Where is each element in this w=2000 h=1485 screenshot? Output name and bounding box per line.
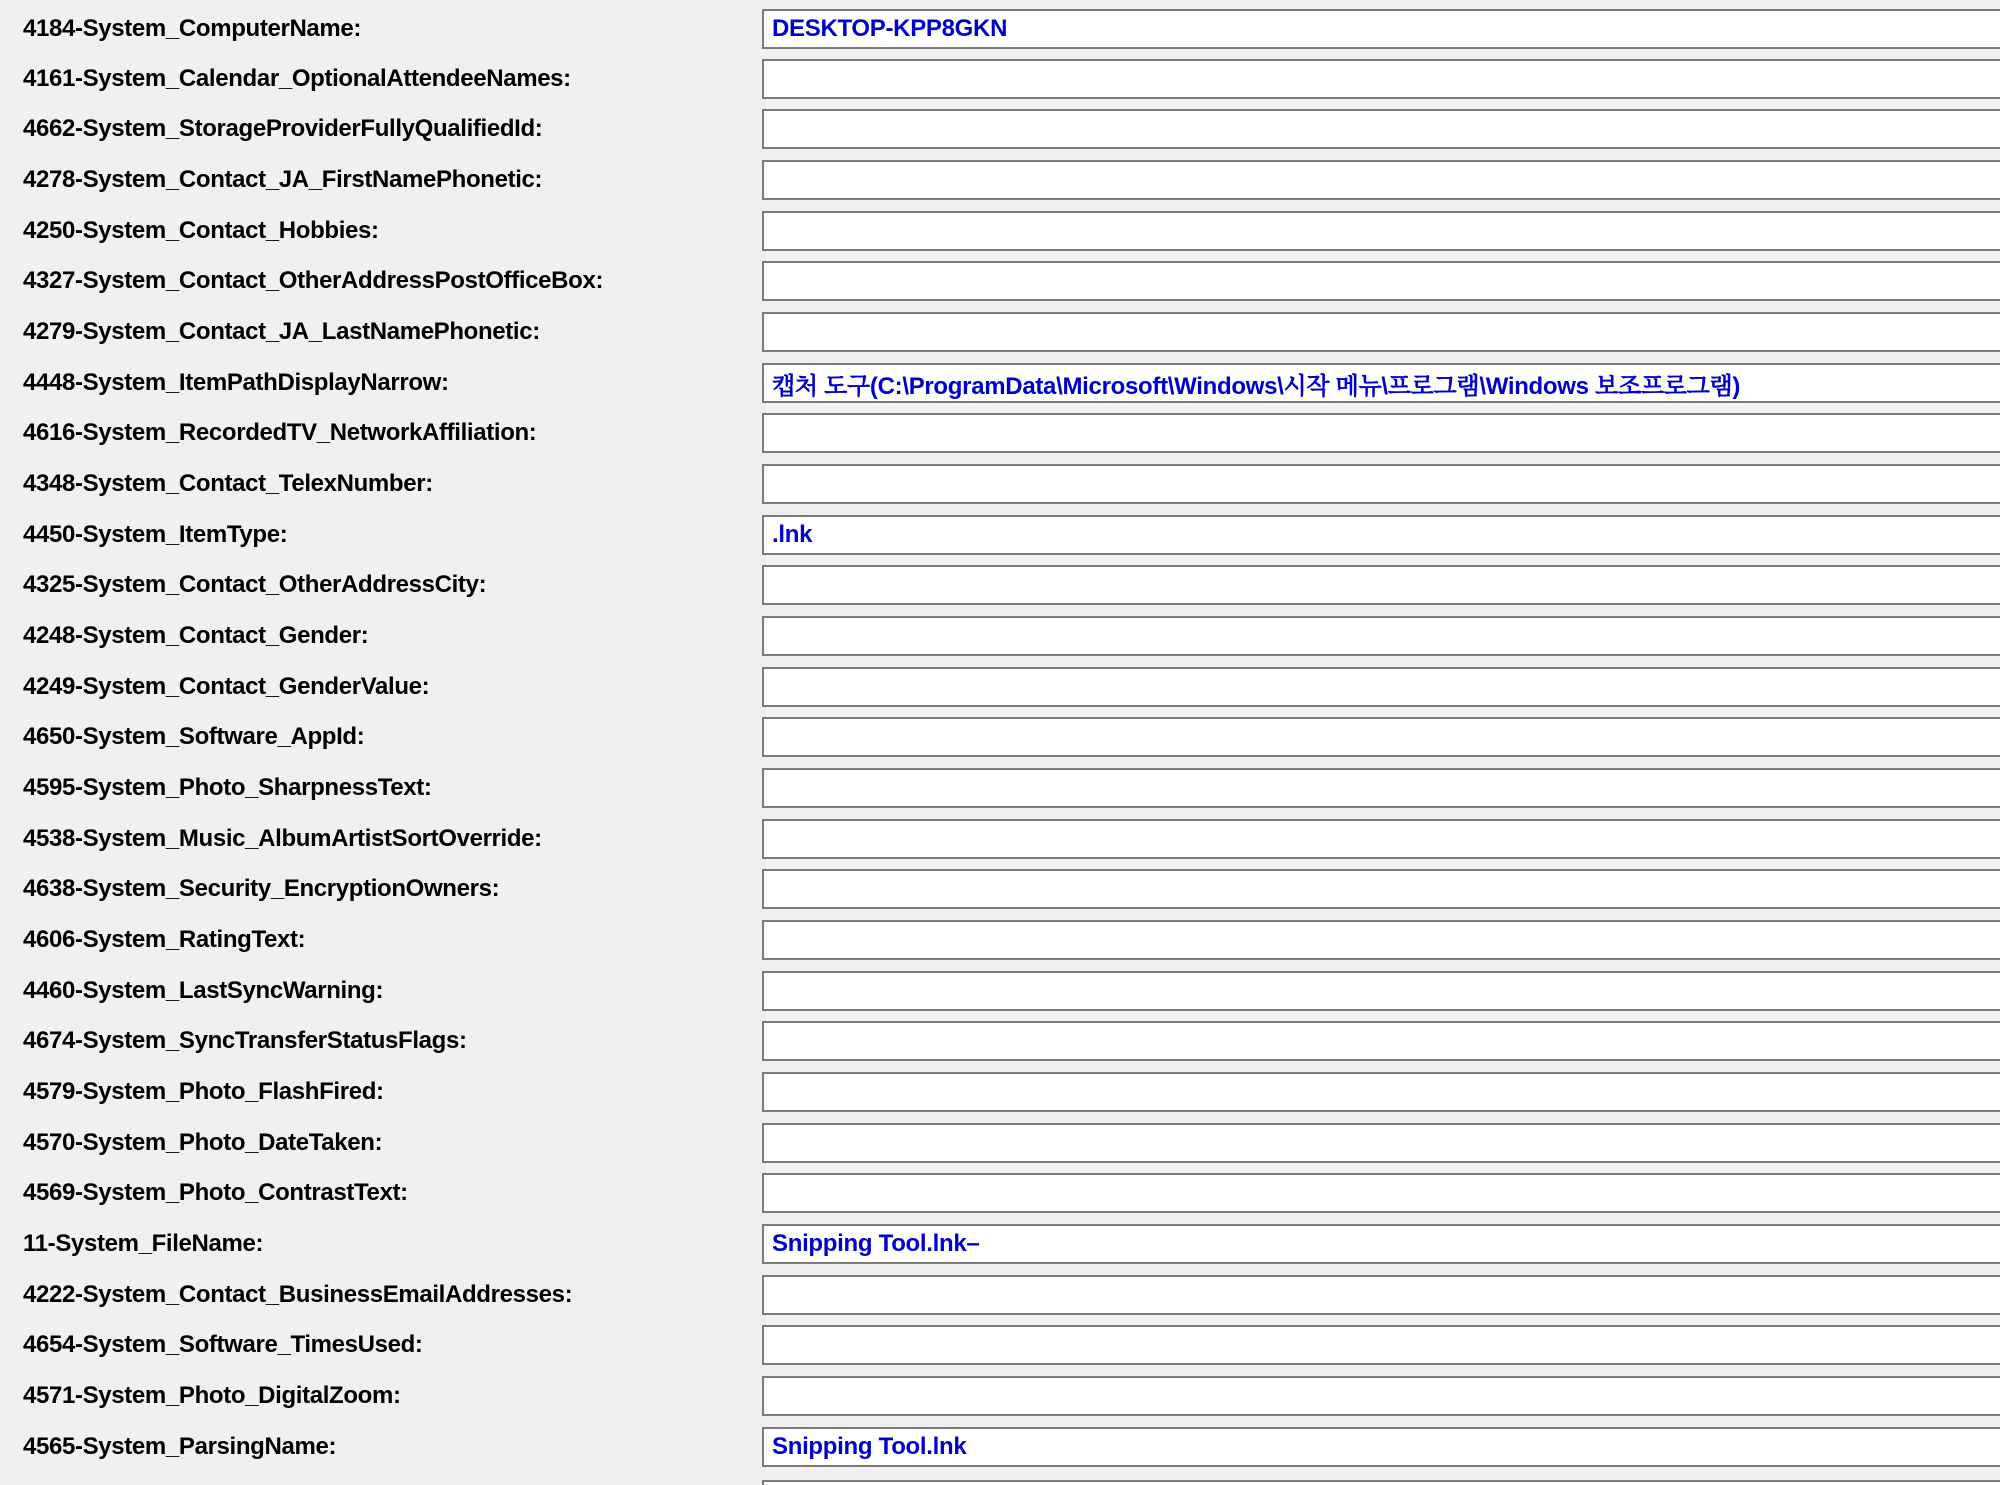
property-label: 4650-System_Software_AppId: (23, 723, 365, 750)
property-row (0, 104, 2000, 154)
property-label: 11-System_FileName: (23, 1230, 264, 1257)
property-row (0, 1472, 2000, 1485)
property-label: 4538-System_Music_AlbumArtistSortOverride: (23, 825, 542, 852)
property-label: 4674-System_SyncTransferStatusFlags: (23, 1027, 467, 1054)
property-row (0, 915, 2000, 965)
property-row (0, 1168, 2000, 1218)
property-value-field[interactable] (762, 667, 2000, 707)
property-label: 4327-System_Contact_OtherAddressPostOfficeBox: (23, 267, 604, 294)
property-row (0, 155, 2000, 205)
property-value-field[interactable] (762, 1224, 2000, 1264)
property-row (0, 459, 2000, 509)
property-value-field[interactable] (762, 920, 2000, 960)
property-row (0, 206, 2000, 256)
property-row (0, 560, 2000, 610)
property-label: 4654-System_Software_TimesUsed: (23, 1331, 423, 1358)
property-label: 4460-System_LastSyncWarning: (23, 977, 384, 1004)
property-value-field[interactable] (762, 1123, 2000, 1163)
property-value-field[interactable] (762, 1325, 2000, 1365)
property-row (0, 256, 2000, 306)
property-label: 4616-System_RecordedTV_NetworkAffiliation: (23, 419, 537, 446)
property-row (0, 408, 2000, 458)
property-value-field[interactable] (762, 971, 2000, 1011)
property-label: 4569-System_Photo_ContrastText: (23, 1179, 408, 1206)
property-row (0, 611, 2000, 661)
property-value-field[interactable] (762, 1072, 2000, 1112)
property-value-field[interactable] (762, 363, 2000, 403)
property-value-field[interactable] (762, 109, 2000, 149)
property-label: 4248-System_Contact_Gender: (23, 622, 369, 649)
property-value-field[interactable] (762, 464, 2000, 504)
property-value-field[interactable] (762, 1427, 2000, 1467)
property-value-field[interactable] (762, 717, 2000, 757)
property-row (0, 510, 2000, 560)
property-value-field[interactable] (762, 1275, 2000, 1315)
property-row (0, 1219, 2000, 1269)
property-label: 4570-System_Photo_DateTaken: (23, 1129, 383, 1156)
property-label: 4662-System_StorageProviderFullyQualifiedId: (23, 115, 543, 142)
property-label: 4250-System_Contact_Hobbies: (23, 217, 379, 244)
property-row (0, 4, 2000, 54)
property-label: 4161-System_Calendar_OptionalAttendeeNames: (23, 65, 571, 92)
property-value-field[interactable] (762, 768, 2000, 808)
property-label: 4249-System_Contact_GenderValue: (23, 673, 430, 700)
property-row (0, 1270, 2000, 1320)
property-value-field[interactable] (762, 59, 2000, 99)
property-row (0, 1067, 2000, 1117)
property-value-field[interactable] (762, 261, 2000, 301)
property-row (0, 54, 2000, 104)
property-row (0, 864, 2000, 914)
property-row (0, 1118, 2000, 1168)
property-value-field[interactable] (762, 1376, 2000, 1416)
property-row (0, 307, 2000, 357)
property-value-field[interactable] (762, 160, 2000, 200)
property-value-field[interactable] (762, 312, 2000, 352)
property-label: 4579-System_Photo_FlashFired: (23, 1078, 384, 1105)
property-label: 4278-System_Contact_JA_FirstNamePhonetic: (23, 166, 543, 193)
property-row (0, 1320, 2000, 1370)
property-row (0, 1016, 2000, 1066)
property-value-field[interactable] (762, 413, 2000, 453)
property-label: 4638-System_Security_EncryptionOwners: (23, 875, 500, 902)
property-value-field[interactable] (762, 1480, 2000, 1485)
property-row (0, 966, 2000, 1016)
property-label: 4279-System_Contact_JA_LastNamePhonetic: (23, 318, 540, 345)
property-row (0, 814, 2000, 864)
property-label: 4450-System_ItemType: (23, 521, 288, 548)
property-value-field[interactable] (762, 1173, 2000, 1213)
property-value-field[interactable] (762, 616, 2000, 656)
property-label: 4325-System_Contact_OtherAddressCity: (23, 571, 487, 598)
property-label: 4348-System_Contact_TelexNumber: (23, 470, 433, 497)
property-label: 4222-System_Contact_BusinessEmailAddresses: (23, 1281, 573, 1308)
property-value-field[interactable] (762, 211, 2000, 251)
property-label: 4565-System_ParsingName: (23, 1433, 337, 1460)
property-row (0, 662, 2000, 712)
property-label: 4571-System_Photo_DigitalZoom: (23, 1382, 401, 1409)
property-label: 4606-System_RatingText: (23, 926, 306, 953)
property-row (0, 1422, 2000, 1472)
property-label: 4184-System_ComputerName: (23, 15, 362, 42)
property-value-field[interactable] (762, 869, 2000, 909)
property-row (0, 712, 2000, 762)
property-row (0, 358, 2000, 408)
property-label: 4448-System_ItemPathDisplayNarrow: (23, 369, 449, 396)
property-value-field[interactable] (762, 9, 2000, 49)
property-row (0, 763, 2000, 813)
property-value-field[interactable] (762, 515, 2000, 555)
property-row (0, 1371, 2000, 1421)
property-value-field[interactable] (762, 1021, 2000, 1061)
property-value-field[interactable] (762, 819, 2000, 859)
property-value-field[interactable] (762, 565, 2000, 605)
property-label: 4595-System_Photo_SharpnessText: (23, 774, 432, 801)
